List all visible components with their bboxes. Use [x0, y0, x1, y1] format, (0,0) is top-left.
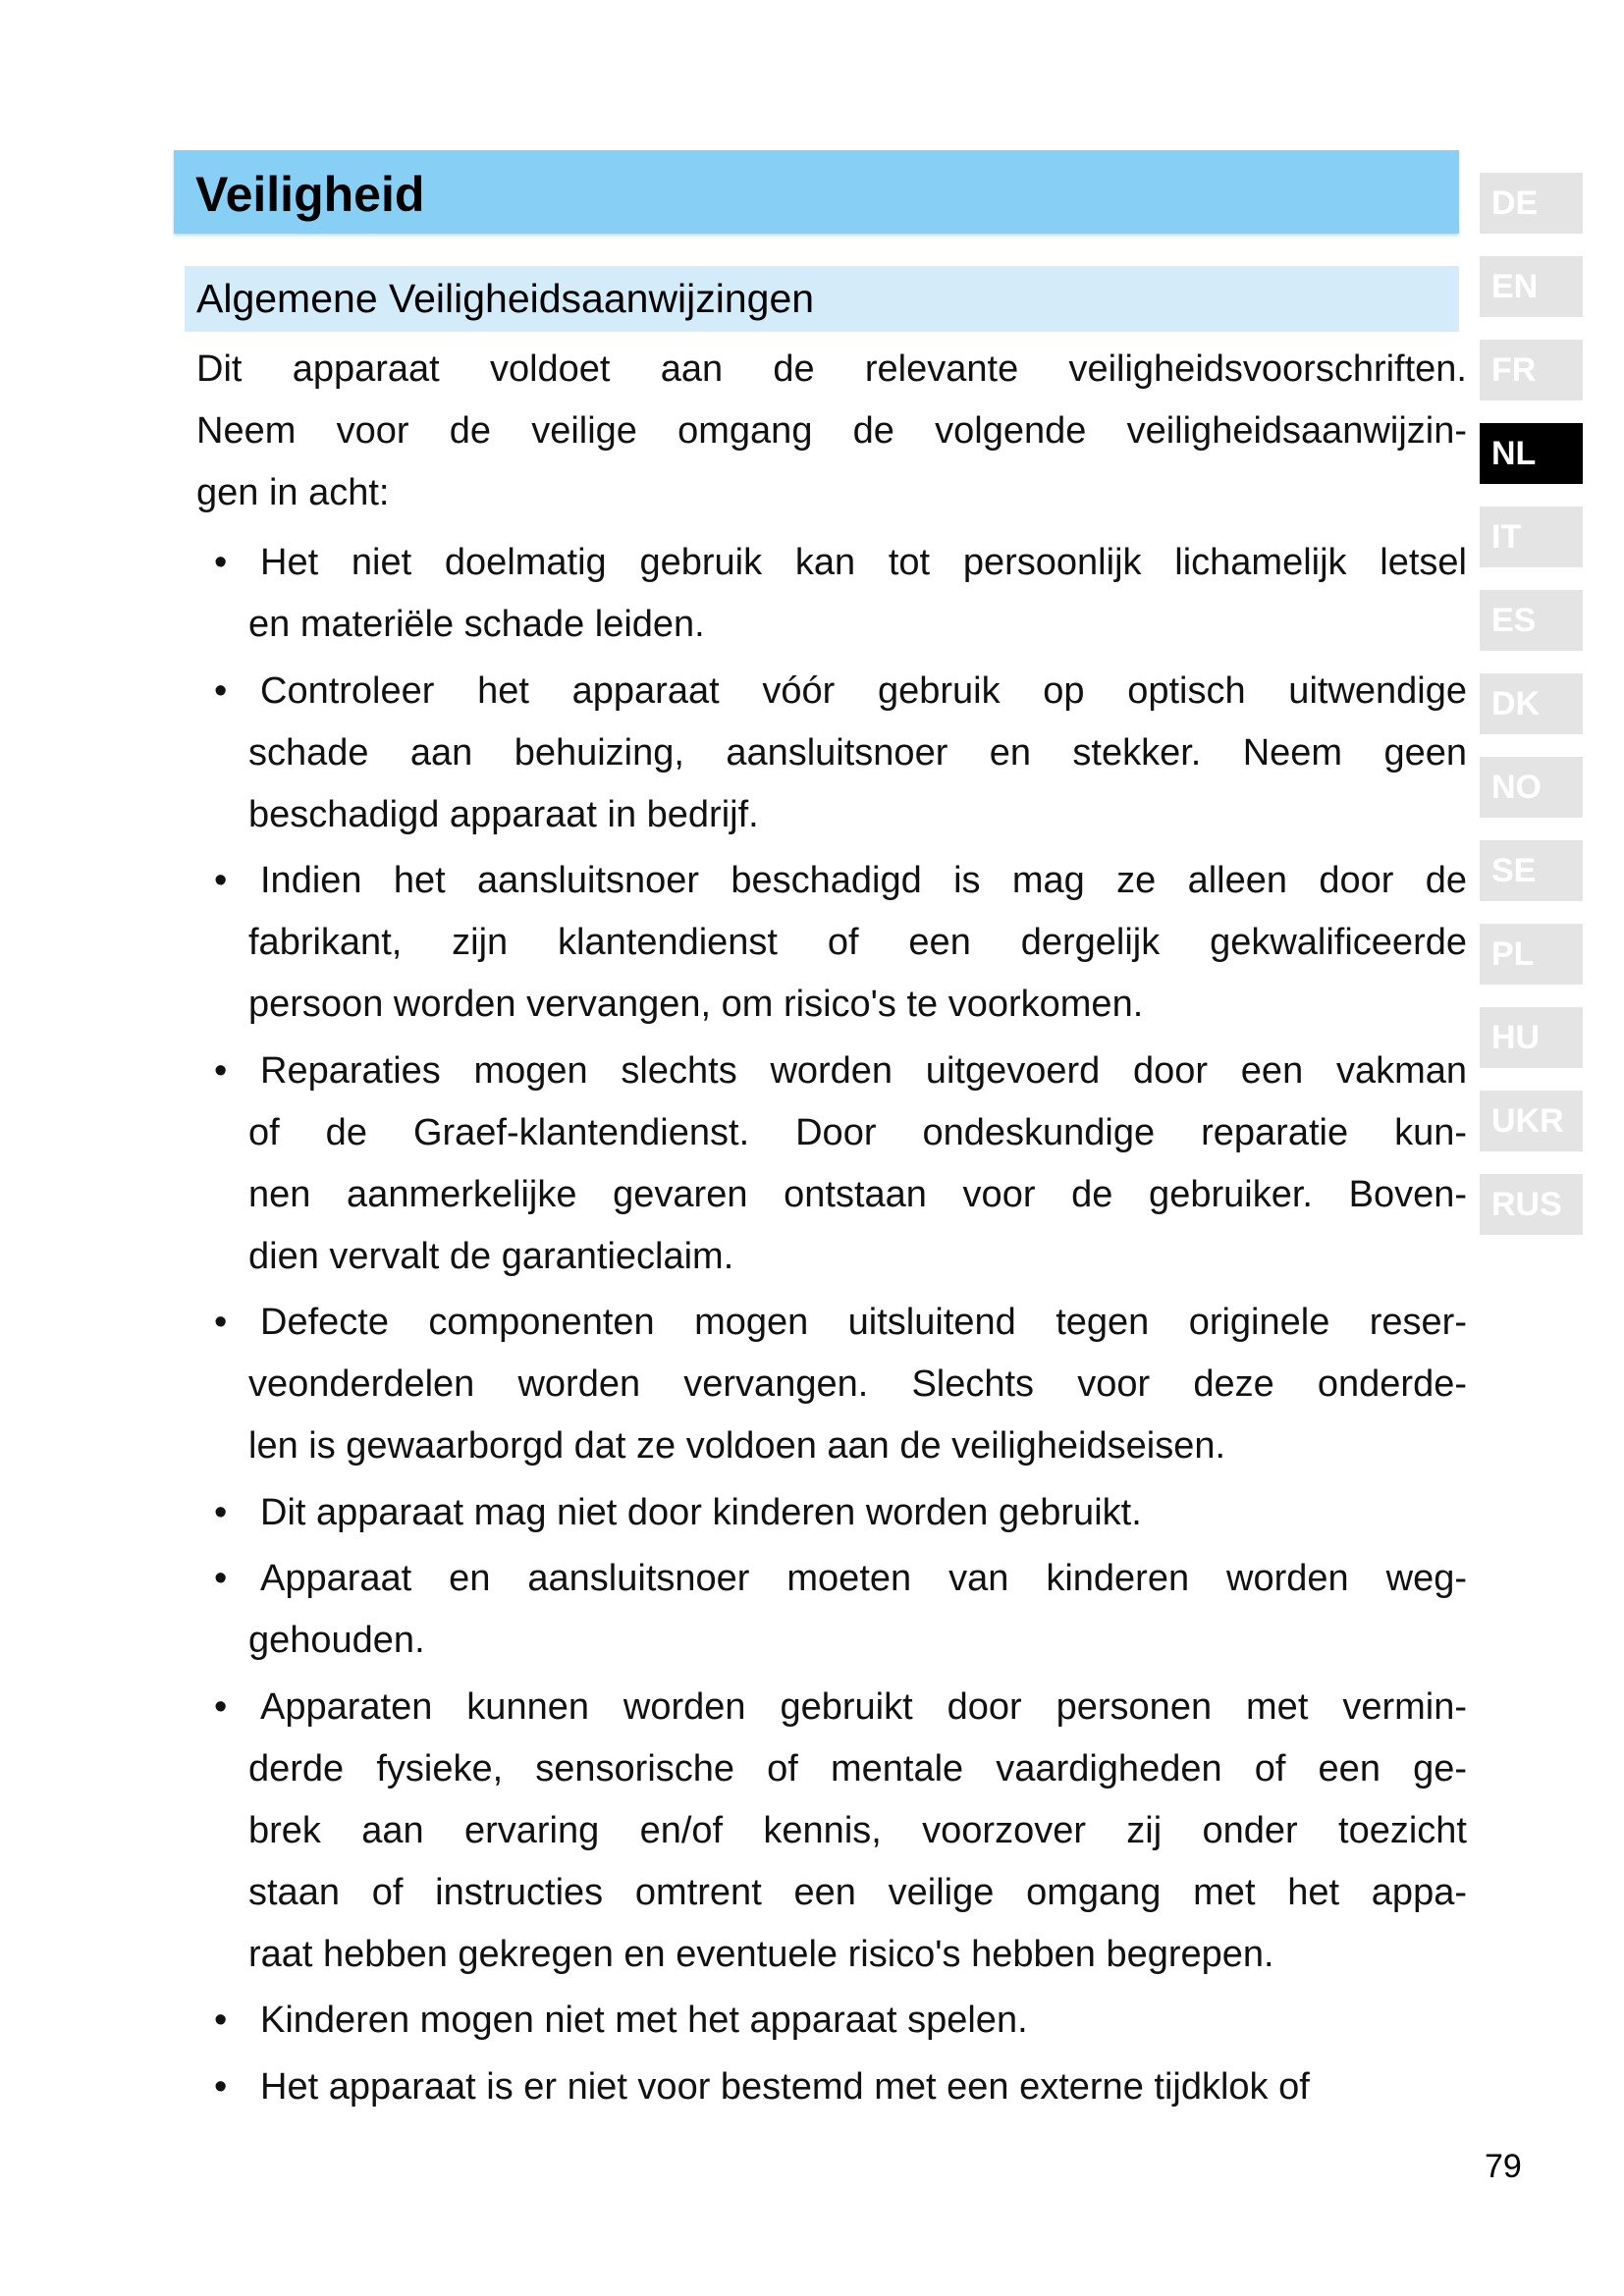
list-item: [196, 2056, 1467, 2118]
language-tab-hu[interactable]: HU: [1480, 1007, 1583, 1068]
section-title-bar: [174, 150, 1459, 234]
bullet-icon: •: [214, 542, 228, 583]
text-line: Dit apparaat mag niet door kinderen worden gebruikt.: [260, 1491, 1142, 1533]
body-content: [196, 339, 1467, 2122]
text-line: Apparaat en aansluitsnoer moeten van kinderen worden weg-: [260, 1558, 1467, 1599]
text-line: en materiële schade leiden.: [248, 604, 705, 645]
language-tab-se[interactable]: SE: [1480, 840, 1583, 901]
list-item: [196, 1041, 1467, 1288]
text-line: Kinderen mogen niet met het apparaat spelen.: [260, 2000, 1028, 2041]
text-line: Defecte componenten mogen uitsluitend tegen originele reser-: [260, 1302, 1467, 1343]
language-tab-ukr[interactable]: UKR: [1480, 1091, 1583, 1151]
text-line: derde fysieke, sensorische of mentale vaardigheden of een ge-: [248, 1747, 1467, 1789]
bullet-icon: •: [214, 1558, 228, 1599]
text-line: Apparaten kunnen worden gebruikt door personen met vermin-: [260, 1685, 1467, 1728]
text-line: fabrikant, zijn klantendienst of een dergelijk gekwalificeerde: [248, 922, 1467, 963]
language-tab-it[interactable]: IT: [1480, 507, 1583, 567]
text-line: staan of instructies omtrent een veilige omgang met het appa-: [248, 1871, 1467, 1913]
text-line: Indien het aansluitsnoer beschadigd is mag ze alleen door de: [260, 860, 1467, 901]
list-item: [196, 1990, 1467, 2052]
text-line: len is gewaarborgd dat ze voldoen aan de veiligheidseisen.: [248, 1425, 1226, 1467]
bullet-icon: •: [214, 2065, 228, 2108]
list-item: [196, 1548, 1467, 1672]
text-line: persoon worden vervangen, om risico's te voorkomen.: [248, 984, 1144, 1025]
text-line: veonderdelen worden vervangen. Slechts voor deze onderde-: [248, 1363, 1467, 1405]
text-line: Neem voor de veilige omgang de volgende veiligheidsaanwijzin-: [196, 410, 1467, 452]
intro-paragraph: [196, 339, 1467, 524]
subsection-title: Algemene Veiligheidsaanwijzingen: [196, 276, 815, 321]
safety-bullet-list: [196, 532, 1467, 2118]
text-line: Het niet doelmatig gebruik kan tot persoonlijk lichamelijk letsel: [260, 542, 1467, 583]
list-item: [196, 532, 1467, 656]
text-line: of de Graef-klantendienst. Door ondeskundige reparatie kun-: [248, 1111, 1467, 1153]
text-line: brek aan ervaring en/of kennis, voorzover zij onder toezicht: [248, 1809, 1467, 1851]
list-item: [196, 850, 1467, 1036]
text-line: Dit apparaat voldoet aan de relevante veiligheidsvoorschriften.: [196, 348, 1467, 390]
bullet-icon: •: [214, 1685, 228, 1728]
text-line: gen in acht:: [196, 472, 390, 513]
text-line: beschadigd apparaat in bedrijf.: [248, 793, 759, 835]
text-line: raat hebben gekregen en eventuele risico's hebben begrepen.: [248, 1933, 1274, 1975]
language-tab-rus[interactable]: RUS: [1480, 1174, 1583, 1235]
language-tab-dk[interactable]: DK: [1480, 673, 1583, 734]
language-tab-en[interactable]: EN: [1480, 256, 1583, 317]
language-tab-pl[interactable]: PL: [1480, 924, 1583, 985]
language-tab-de[interactable]: DE: [1480, 173, 1583, 234]
text-line: Controleer het apparaat vóór gebruik op optisch uitwendige: [260, 669, 1467, 712]
bullet-icon: •: [214, 1491, 228, 1533]
list-item: [196, 661, 1467, 846]
bullet-icon: •: [214, 1302, 228, 1343]
bullet-icon: •: [214, 2000, 228, 2041]
text-line: nen aanmerkelijke gevaren ontstaan voor de gebruiker. Boven-: [248, 1173, 1467, 1215]
text-line: gehouden.: [248, 1620, 425, 1661]
page-number: 79: [1485, 2148, 1522, 2185]
language-tab-fr[interactable]: FR: [1480, 340, 1583, 400]
list-item: [196, 1292, 1467, 1477]
text-line: schade aan behuizing, aansluitsnoer en stekker. Neem geen: [248, 731, 1467, 774]
list-item: [196, 1677, 1467, 1986]
text-line: dien vervalt de garantieclaim.: [248, 1235, 734, 1277]
section-title: Veiligheid: [195, 167, 425, 222]
text-line: Het apparaat is er niet voor bestemd met een externe tijdklok of: [260, 2065, 1310, 2108]
language-tab-nl[interactable]: NL: [1480, 423, 1583, 484]
text-line: Reparaties mogen slechts worden uitgevoerd door een vakman: [260, 1049, 1467, 1092]
language-tab-es[interactable]: ES: [1480, 590, 1583, 651]
subsection-title-bar: [185, 266, 1459, 332]
bullet-icon: •: [214, 860, 228, 901]
language-tab-no[interactable]: NO: [1480, 757, 1583, 818]
list-item: [196, 1482, 1467, 1544]
bullet-icon: •: [214, 669, 228, 712]
bullet-icon: •: [214, 1049, 228, 1092]
language-tabs: [1480, 173, 1583, 1257]
